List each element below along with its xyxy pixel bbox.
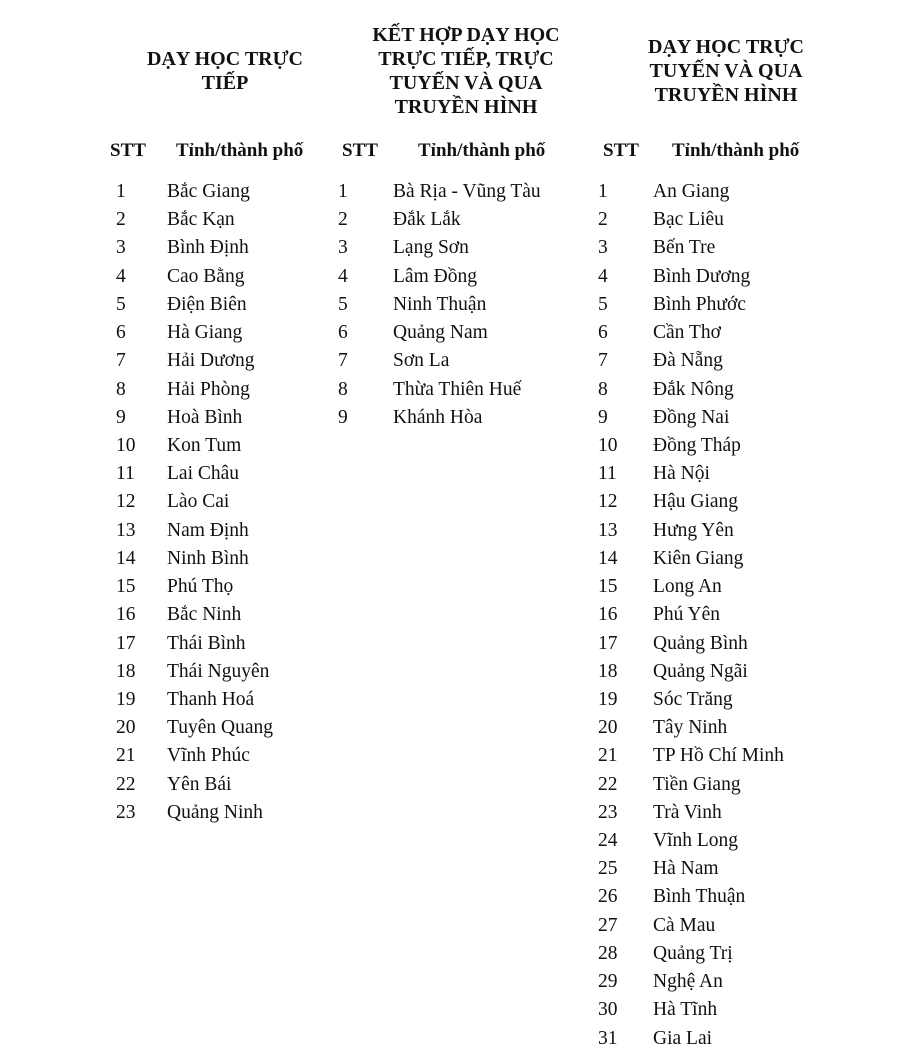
province-name: Tuyên Quang [167, 717, 273, 739]
province-name: Nam Định [167, 519, 249, 541]
province-name: Vĩnh Phúc [167, 745, 250, 767]
row-number: 17 [116, 632, 136, 654]
row-number: 16 [598, 604, 618, 626]
province-name: Đà Nẵng [653, 350, 723, 372]
list-item [596, 714, 836, 742]
list-item [596, 573, 836, 601]
row-number: 4 [116, 265, 126, 287]
row-number: 15 [116, 576, 136, 598]
list-item [596, 827, 836, 855]
row-number: 23 [116, 801, 136, 823]
list-item [596, 376, 836, 404]
list-item [596, 460, 836, 488]
row-number: 3 [598, 237, 608, 259]
list-item [596, 912, 836, 940]
list-item [596, 771, 836, 799]
province-name: Cà Mau [653, 914, 716, 936]
province-name: TP Hồ Chí Minh [653, 745, 784, 767]
row-number: 1 [338, 181, 348, 202]
province-name: Ninh Thuận [393, 293, 487, 315]
row-number: 29 [598, 971, 618, 993]
list-item [110, 545, 330, 573]
province-header: Tỉnh/thành phố [672, 140, 800, 161]
province-name: Trà Vinh [653, 801, 722, 823]
list-item [596, 263, 836, 291]
list-item [336, 263, 576, 291]
province-name: Thừa Thiên Huế [393, 378, 522, 400]
row-number: 20 [116, 717, 136, 739]
province-name: An Giang [653, 181, 730, 202]
row-number: 5 [338, 293, 348, 315]
stt-header: STT [342, 140, 378, 161]
province-name: Thanh Hoá [167, 688, 255, 710]
column-title: DẠY HỌC TRỰC TUYẾN VÀ QUA TRUYỀN HÌNH [648, 36, 804, 106]
row-number: 21 [598, 745, 618, 767]
province-name: Kon Tum [167, 434, 242, 456]
row-number: 11 [116, 463, 135, 485]
list-item [110, 742, 330, 770]
province-name: Đồng Tháp [653, 434, 741, 456]
row-number: 5 [116, 293, 126, 315]
row-number: 1 [116, 181, 126, 202]
row-number: 10 [598, 434, 618, 456]
province-name: Quảng Nam [393, 322, 488, 344]
province-name: Sóc Trăng [653, 688, 733, 710]
province-name: Hải Phòng [167, 378, 250, 400]
row-number: 2 [598, 209, 608, 231]
province-name: Thái Nguyên [167, 660, 270, 682]
list-item [336, 291, 576, 319]
province-name: Long An [653, 576, 722, 598]
list-item [596, 291, 836, 319]
province-name: Đồng Nai [653, 406, 730, 428]
row-number: 9 [338, 406, 348, 428]
list-item [596, 234, 836, 262]
row-number: 11 [598, 463, 617, 485]
province-name: Lâm Đồng [393, 265, 477, 287]
row-number: 6 [116, 322, 126, 344]
province-name: Hải Dương [167, 350, 255, 372]
province-name: Bình Phước [653, 293, 746, 315]
list-item [596, 883, 836, 911]
row-number: 6 [338, 322, 348, 344]
province-name: Tây Ninh [653, 717, 728, 739]
list-item [336, 206, 576, 234]
row-number: 1 [598, 181, 608, 202]
row-number: 9 [598, 406, 608, 428]
row-number: 23 [598, 801, 618, 823]
list-item [336, 376, 576, 404]
row-number: 4 [338, 265, 348, 287]
province-name: Khánh Hòa [393, 406, 483, 428]
stt-header: STT [603, 140, 639, 161]
list-item [596, 601, 836, 629]
list-item [596, 742, 836, 770]
list-item [596, 488, 836, 516]
list-item [110, 376, 330, 404]
province-name: Bến Tre [653, 237, 716, 259]
list-item [110, 291, 330, 319]
province-name: Ninh Bình [167, 547, 249, 569]
province-name: Cao Bằng [167, 265, 245, 287]
list-item [596, 206, 836, 234]
row-number: 2 [338, 209, 348, 231]
row-number: 26 [598, 886, 618, 908]
province-name: Tiền Giang [653, 773, 741, 795]
province-name: Điện Biên [167, 293, 247, 315]
list-item [110, 234, 330, 262]
column-title: DẠY HỌC TRỰC TIẾP [147, 48, 303, 94]
province-header: Tỉnh/thành phố [176, 140, 304, 161]
province-name: Phú Thọ [167, 576, 234, 598]
province-name: Quảng Bình [653, 632, 748, 654]
province-name: Cần Thơ [653, 322, 721, 344]
list-item [596, 178, 836, 206]
province-name: Bắc Kạn [167, 209, 235, 231]
province-name: Bình Dương [653, 265, 751, 287]
row-number: 18 [116, 660, 136, 682]
row-number: 14 [598, 547, 618, 569]
list-item [596, 517, 836, 545]
province-name: Lào Cai [167, 491, 230, 513]
row-number: 7 [116, 350, 126, 372]
province-name: Bình Định [167, 237, 249, 259]
list-item [110, 799, 330, 827]
list-item [110, 658, 330, 686]
province-name: Bắc Giang [167, 181, 250, 202]
province-name: Lạng Sơn [393, 237, 469, 259]
list-item [336, 178, 576, 206]
row-number: 4 [598, 265, 608, 287]
list-item [110, 178, 330, 206]
list-item [110, 714, 330, 742]
list-item [596, 404, 836, 432]
row-number: 10 [116, 434, 136, 456]
province-name: Bà Rịa - Vũng Tàu [393, 181, 541, 202]
list-item [110, 263, 330, 291]
list-item [110, 404, 330, 432]
list-item [336, 347, 576, 375]
province-name: Bắc Ninh [167, 604, 242, 626]
province-name: Thái Bình [167, 632, 246, 654]
list-item [596, 658, 836, 686]
row-number: 7 [338, 350, 348, 372]
province-name: Hậu Giang [653, 491, 739, 513]
province-name: Yên Bái [167, 773, 232, 795]
row-number: 12 [598, 491, 618, 513]
row-number: 19 [598, 688, 618, 710]
row-number: 19 [116, 688, 136, 710]
row-number: 24 [598, 830, 618, 852]
province-name: Phú Yên [653, 604, 720, 626]
row-number: 22 [116, 773, 136, 795]
row-number: 16 [116, 604, 136, 626]
list-item [596, 686, 836, 714]
row-number: 12 [116, 491, 136, 513]
province-list [596, 178, 836, 1053]
province-name: Lai Châu [167, 463, 240, 485]
row-number: 18 [598, 660, 618, 682]
province-list [110, 178, 330, 827]
row-number: 25 [598, 858, 618, 880]
list-item [110, 601, 330, 629]
list-item [336, 319, 576, 347]
list-item [110, 432, 330, 460]
list-item [110, 488, 330, 516]
province-name: Sơn La [393, 350, 450, 372]
province-name: Hà Nam [653, 858, 719, 880]
province-name: Hoà Bình [167, 406, 243, 428]
row-number: 30 [598, 999, 618, 1021]
list-item [110, 630, 330, 658]
province-name: Nghệ An [653, 971, 723, 993]
row-number: 22 [598, 773, 618, 795]
list-item [596, 799, 836, 827]
province-name: Hà Tĩnh [653, 999, 718, 1021]
row-number: 17 [598, 632, 618, 654]
list-item [110, 517, 330, 545]
row-number: 3 [338, 237, 348, 259]
province-list [336, 178, 576, 432]
list-item [596, 855, 836, 883]
row-number: 31 [598, 1027, 618, 1049]
list-item [596, 1025, 836, 1053]
list-item [596, 432, 836, 460]
province-name: Kiên Giang [653, 547, 744, 569]
row-number: 5 [598, 293, 608, 315]
list-item [596, 545, 836, 573]
province-name: Đắk Nông [653, 378, 734, 400]
row-number: 8 [598, 378, 608, 400]
list-item [110, 460, 330, 488]
list-item [596, 347, 836, 375]
province-name: Đắk Lắk [393, 209, 461, 231]
province-header: Tỉnh/thành phố [418, 140, 546, 161]
province-name: Hưng Yên [653, 519, 734, 541]
row-number: 14 [116, 547, 136, 569]
province-name: Hà Nội [653, 463, 710, 485]
row-number: 21 [116, 745, 136, 767]
list-item [596, 996, 836, 1024]
row-number: 2 [116, 209, 126, 231]
list-item [596, 319, 836, 347]
row-number: 9 [116, 406, 126, 428]
list-item [596, 968, 836, 996]
row-number: 20 [598, 717, 618, 739]
list-item [110, 573, 330, 601]
row-number: 3 [116, 237, 126, 259]
row-number: 13 [116, 519, 136, 541]
list-item [336, 234, 576, 262]
province-name: Bình Thuận [653, 886, 746, 908]
row-number: 8 [116, 378, 126, 400]
list-item [110, 771, 330, 799]
list-item [110, 686, 330, 714]
column-title: KẾT HỢP DẠY HỌC TRỰC TIẾP, TRỰC TUYẾN VÀ QUA TRUYỀN HÌNH [372, 24, 560, 118]
row-number: 8 [338, 378, 348, 400]
province-name: Quảng Trị [653, 942, 733, 964]
province-name: Vĩnh Long [653, 830, 739, 852]
province-name: Bạc Liêu [653, 209, 724, 231]
province-name: Quảng Ngãi [653, 660, 748, 682]
row-number: 27 [598, 914, 618, 936]
list-item [110, 319, 330, 347]
row-number: 15 [598, 576, 618, 598]
list-item [596, 940, 836, 968]
row-number: 28 [598, 942, 618, 964]
province-name: Quảng Ninh [167, 801, 263, 823]
row-number: 7 [598, 350, 608, 372]
row-number: 13 [598, 519, 618, 541]
stt-header: STT [110, 140, 146, 161]
list-item [110, 206, 330, 234]
row-number: 6 [598, 322, 608, 344]
province-name: Hà Giang [167, 322, 243, 344]
province-name: Gia Lai [653, 1027, 713, 1049]
list-item [110, 347, 330, 375]
list-item [596, 630, 836, 658]
list-item [336, 404, 576, 432]
